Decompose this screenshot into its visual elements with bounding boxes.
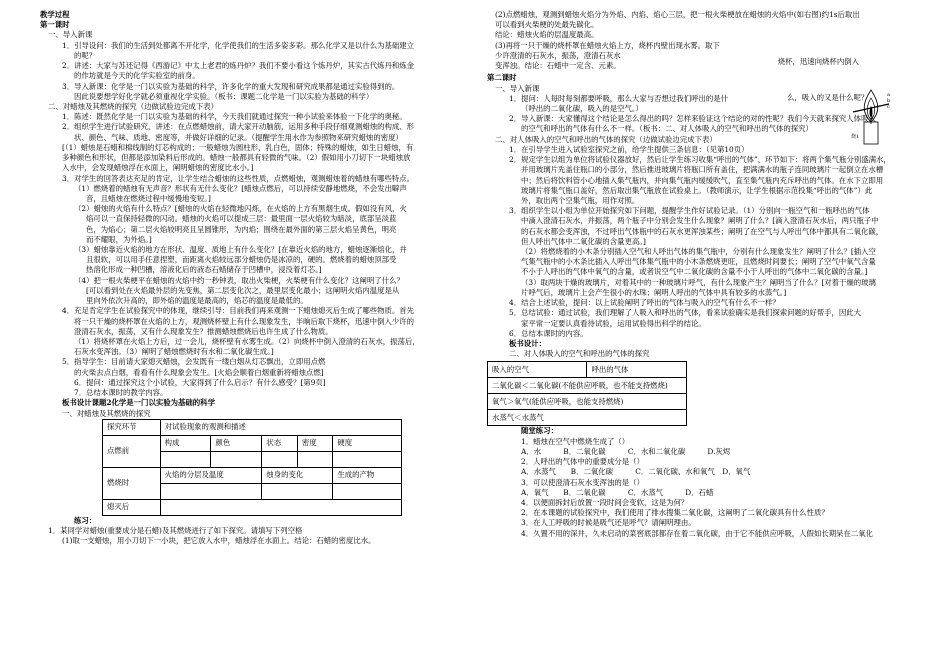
- text-line: 将一只干燥的烧杯罩在火焰的上方，观测烧杯壁上有什么现象发生，半晌后取下烧杯，迅速中倒入少许的: [74, 316, 414, 326]
- table-cell: 熄灭后: [103, 499, 161, 515]
- practice-exercises: [487, 426, 919, 538]
- text-line: 练习：: [74, 515, 97, 525]
- text-line: 变浑浊。结论：石蜡中一定含、元素。: [495, 61, 621, 71]
- text-line: 音，且蜡烛在燃烧过程中缓慢地变短。]: [86, 193, 211, 203]
- label-a: a: [887, 92, 890, 98]
- text-line: 3．对学生的回答表达充足的肯定，让学生结合蜡烛的这些性质，点燃蜡烛，观测蜡烛着的蜡烛有哪些特点。: [62, 173, 415, 183]
- figure-caption: 烧1: [851, 134, 860, 140]
- table-cell: 硬度: [333, 435, 402, 451]
- text-line: 一、导入新课: [48, 30, 93, 40]
- text-line: 6．提问：通过探究这个小试验，大家得到了什么启示？有什么感受？[第9页]: [74, 377, 326, 387]
- text-line: [（1）蜡烛是石蜡和棉线制的灯芯构成的；一般蜡烛为圆柱形，乳白色，固体；特殊的蜡烛，如生日蜡烛，有: [62, 142, 414, 152]
- text-line: 少许澄清的石灰水，振荡，澄清石灰水: [495, 50, 621, 60]
- table-cell: 状态: [262, 435, 298, 451]
- text-line: 而不耀眼，为外焰。]: [86, 234, 152, 244]
- table-cell: 呼出的气体: [587, 362, 687, 378]
- table-cell: [333, 483, 402, 499]
- text-line: 4．充足肯定学生在试验探究中的体现，继续引导：目前我们再来观测一下蜡烛熄灭后生成了哪些物质。首先: [62, 306, 415, 316]
- breath-comparison-table: [487, 361, 687, 426]
- right-main-text: [487, 73, 919, 359]
- table-cell: 吸入的空气: [488, 362, 587, 378]
- text-line: 1．某同学对蜡烛(重要成分是石蜡)及其燃烧进行了如下探究。请填写下列空格: [48, 525, 303, 535]
- text-line: （4）把一根火柴梗平在蜡烛的火焰中约一秒钟表，取出火柴梗，火柴梗有什么变化？这阐明了什么？: [74, 275, 404, 285]
- text-line: （2）蜡烛的火焰有什么特点？[蜡烛的火焰在轻微地闪烁，在火焰的上方有黑烟生成。假如没有风，火: [74, 204, 407, 214]
- text-line: 外，取出两个空集气瓶，用作对照。: [521, 195, 640, 205]
- text-line: 中滴入澄清石灰水，并振荡，两个瓶子中分别会发生什么现象？阐明了什么？[滴入澄清石灰水后，两只瓶子中: [521, 216, 879, 226]
- text-line: 的空气和呼出的气体有什么不一样。（板书：二、对人体吸入的空气和呼出的气体的探究）: [521, 124, 813, 134]
- text-line: 4．以便面拆封后放置一段时间会变软，这是为何？: [521, 497, 689, 507]
- table-cell: 燃烧时: [103, 467, 161, 499]
- text-line: 板书设计：: [509, 339, 546, 348]
- text-line: (2)点燃蜡烛，观测到蜡烛火焰分为外焰、内焰、焰心三层，把一根火柴梗放在蜡烛的火焰中(如右图)约1s后取出: [495, 10, 860, 19]
- candle-observation-table: [102, 419, 402, 516]
- table-cell: 火焰的分层及温度: [160, 467, 262, 483]
- text-line: 2．人呼出的气体中的重要成分是（）: [521, 457, 644, 467]
- text-line: 教学过程: [40, 10, 70, 19]
- text-line: 因此说要想学好化学就必须重视化学实验。（板书：课题二化学是一门以实验为基础的科学）: [74, 91, 374, 101]
- figure-side-text: 烧杯，迅速向烧杯内倒入: [777, 57, 859, 66]
- table-cell: [297, 451, 333, 467]
- right-main-wrap: [487, 73, 919, 359]
- text-line: 且很软，可以用手任意捏塑，而距离火焰较远部分蜡烛仍是冰凉的，硬的。燃烧着的蜡烛顶部受: [86, 255, 397, 265]
- text-line: 不小于人呼出的气体中氧气的含量，或者说空气中二氧化碳的含量不小于人呼出的气体中二氧化碳的含量。]: [521, 267, 868, 277]
- text-line: 并用玻璃片先盖住瓶口的小部分，然后推进玻璃片将瓶口所有盖住，把满满水的瓶子连同玻璃片一起倒立在水槽: [521, 165, 884, 175]
- text-line: 气集气瓶中的小木条比插入人呼出气体集气瓶中的小木条燃烧更旺，且燃烧时间要长；阐明了空气中氧气含量: [521, 257, 876, 267]
- table-cell: [160, 483, 262, 499]
- table-cell: [333, 451, 402, 467]
- text-line: 1．引导设问：我们的生活到处都离不开化学，化学使我们的生活多姿多彩。那么化学又是以什么为基础建立: [62, 40, 415, 50]
- text-line: （2）将燃烧着的小木条分别插入空气和人呼出气体的集气瓶中，分别有什么现象发生？阐明了什么？[插入空: [521, 247, 876, 257]
- text-line: 石灰水变浑浊。（3）阐明了蜡烛燃烧时有水和二氧化碳生成。]: [74, 347, 274, 357]
- text-line: 3．可以使澄清石灰水变浑浊的是（）: [521, 477, 644, 487]
- label-c: c: [887, 104, 890, 110]
- table-cell: 氧气＞氧气(能供应呼吸，也能支持燃烧): [488, 394, 687, 410]
- text-line: 状、颜色、气味、质地、密度等，并做好详细的记录。（提醒学生用水作为参照物来研究蜡烛的密度）: [74, 132, 403, 142]
- text-line: 板书设计课题2化学是一门以实验为基础的科学: [62, 398, 215, 408]
- text-line: 6．总结本课时的内容。: [509, 328, 588, 338]
- table-cell: 颜色: [211, 435, 262, 451]
- text-line: 的石灰水都会变浑浊，不过呼出气体瓶中的石灰水更浑浊某些；阐明了在空气与人呼出气体中都具有二氧化碳，: [521, 226, 884, 236]
- text-line: （1）将烧杯罩在火焰上方后，过一会儿，烧杯壁有水雾生成。（2）向烧杯中倒入澄清的石灰水，振荡后，: [74, 337, 420, 346]
- right-column: [487, 10, 919, 539]
- left-column: [40, 10, 475, 546]
- text-line: 3．组织学生以小组为单位开始探究如下问题，提醒学生作好试验记录。（1）分别向一瓶空气和一瓶呼出的气体: [509, 206, 870, 216]
- text-line: （1）燃烧着的蜡烛有无声音？形状有无什么变化？[蜡烛点燃后，可以持续安静地燃烧，不会发出噼声: [74, 183, 407, 193]
- text-line: 的火柴去点白烟，看看有什么现象会发生。[火焰会顺着白烟重新将蜡烛点燃]: [74, 367, 324, 377]
- text-line: 里向外依次升高的，即外焰的温度是最高的，焰芯的温度是最低的。: [86, 296, 308, 306]
- text-line: 的作坊就是今天的化学实验室的前身。: [74, 71, 200, 81]
- text-line: 可以看到火柴梗的处最先碳化。: [495, 20, 599, 30]
- left-text-block: [40, 10, 475, 419]
- table-cell: 烛身的变化: [262, 467, 333, 483]
- text-line: 片呼气后，玻璃片上会产生很小的水珠；阐明人呼出的气体中具有较多的水蒸气。]: [521, 287, 787, 297]
- text-line: 二、对蜡烛及其燃烧的探究（边做试验边完成下表）: [48, 101, 218, 111]
- text-line: 2．规定学生以组为单位将试验仪器放好，然后让学生练习收集“呼出的气体”，环节如下：将两个集气瓶分别盛满水，: [509, 155, 891, 165]
- text-line: 1．蜡烛在空气中燃烧生成了（）: [521, 436, 630, 446]
- text-line: 1．在引导学生进入试验室探究之前，给学生提供三条信息：（见第10页）: [509, 144, 749, 154]
- text-line: 4．结合上述试验，提问：以上试验阐明了呼出的气体与吸入的空气有什么不一样？: [509, 298, 780, 308]
- text-line: 入水中，会发现蜡烛浮在水面上，阐明蜡烛的密度比水小。]: [62, 163, 254, 173]
- text-line: A．水 B．二氧化碳 C．水和二氧化碳 D.灰烬: [521, 446, 731, 456]
- text-line: [可以看到处在火焰最外层的先变焦，第二层变化次之，最里层变化最小；这阐明火焰内温度是从: [86, 285, 400, 295]
- text-line: 第一课时: [40, 20, 70, 30]
- text-line: 5．指导学生：目前请大家熄灭蜡烛，会发既有一缕白烟从灯芯飘出，立即用点燃: [62, 357, 326, 367]
- table-cell: 密度: [297, 435, 333, 451]
- text-line: 3．导入新课：化学是一门以实验为基础的科学，许多化学的重大发现和研究成果都是通过实验得到的。: [62, 81, 400, 91]
- text-line: （3）取两块干燥的玻璃片，对着其中的一种玻璃片呼气，有什么现象产生？阐明当了什么？[对着干燥的玻璃: [521, 277, 876, 287]
- text-line: 的呢？: [74, 50, 97, 60]
- text-line: 3．在人工呼吸的时候是吸气还是呼气？请阐明理由。: [521, 518, 696, 528]
- text-line: 多种颜色和形状，但都是添加染料后形成的。蜡烛一般都具有轻微的气味。（2）假如用小刀切下一块蜡烛放: [62, 153, 411, 163]
- text-line: 结论：蜡烛火焰的层温度最高。: [495, 30, 599, 40]
- text-line: 5．总结试验：通过试验，我们理解了人吸入和呼出的气体，看来试验确实是我们探索问题的好帮手，因此大: [509, 308, 862, 318]
- text-line: (3)再将一只干燥的烧杯罩在蜡烛火焰上方，烧杯内壁出现水雾。取下: [495, 40, 720, 50]
- exercise-block: [40, 516, 475, 547]
- text-line: 2．导入新课：大家懂得这个结论是怎么得出的吗？怎样来验证这个结论的对的性呢？我们今天就来探究人体吸入: [509, 114, 876, 124]
- table-cell: [160, 451, 211, 467]
- table-cell: [262, 451, 298, 467]
- text-line: 玻璃片将集气瓶口盖好，然后取出集气瓶放在试验桌上。（教师演示，让学生根据示范投集“呼出的气体”）此: [521, 185, 873, 195]
- text-line: (1)取一支蜡烛，用小刀切下一小块，把它放入水中，蜡烛浮在水面上。结论：石蜡的密度比水。: [62, 536, 376, 546]
- text-line: 2．组织学生进行试验研究，讲述：在点燃蜡烛前，请大家开动脑筋，运用多种手段仔细观测蜡烛的构成、形: [62, 122, 415, 132]
- text-line: 焰可以一直保持轻微的闪动。蜡烛的火焰可以提成三层：最里面一层火焰较为暗淡，底部呈淡蓝: [86, 214, 397, 224]
- text-line: 2．在本课题的试验探究中，我们使用了排水搜集二氧化碳，这阐明了二氧化碳具有什么性质？: [521, 508, 829, 518]
- text-line: （3）蜡烛靠近火焰的地方在形状、温度、质地上有什么变化？[在靠近火焰的地方，蜡烛逐渐熔化，并: [74, 245, 407, 255]
- table-cell: 点燃前: [103, 435, 161, 467]
- text-line: 中；然后将饮料管小心地插入集气瓶内，并向集气瓶内缓缓吹气，直至集气瓶内充斥呼出的气体。在水下立即用: [521, 175, 884, 185]
- text-line: 4．久置不用的深井，久未启动的菜窖底部都存在着二氧化碳，由于它不能供应呼吸，人假如长期呆在二氧化: [521, 528, 874, 538]
- text-line: 2．讲述：大家与苏还记得《西游记》中太上老君的炼丹炉？我们不要小看这个炼丹炉，其实古代炼丹和炼金: [62, 61, 415, 71]
- text-line: A．氧气 B．二氧化碳 C．水蒸气 D．石蜡: [521, 487, 714, 497]
- text-line: 二、对人体吸入的空气和呼出的气体的探究: [509, 349, 650, 359]
- table-cell: [262, 483, 333, 499]
- text-line: 但人呼出气体中二氧化碳的含量更高。]: [521, 236, 646, 246]
- text-line: 澄清石灰水，振荡，又有什么现象发生？推测蜡烛燃烧后也许生成了什么物质。: [74, 326, 333, 336]
- right-fragment-text: 么，吸入的又是什么呢？: [787, 93, 869, 103]
- table-cell: 对试验现象的观测和描述: [160, 419, 401, 435]
- table-cell: 生成的产物: [333, 467, 402, 483]
- text-line: 家平常一定要认真看待试验，运用试验得出科学的结论。: [521, 318, 706, 328]
- text-line: （呼出的二氧化碳，吸入的是空气。）: [521, 103, 643, 113]
- table-cell: 二氧化碳＜二氧化碳(不能供应呼吸，也不能支持燃烧): [488, 378, 687, 394]
- table-cell: [211, 451, 262, 467]
- label-b: b: [887, 98, 891, 104]
- text-line: 二、对人体吸入的空气和呼出的气体的探究（边做试验边完成下表）: [495, 134, 717, 144]
- text-line: 热溶化形成一种凹槽，溶液化后的液态石蜡储存于凹槽中，浸没着灯芯。]: [86, 265, 322, 275]
- text-line: 1．提问：人每时每刻都要呼吸，那么大家与否想过我们呼出的是什: [509, 93, 729, 103]
- text-line: 第二课时: [487, 73, 517, 83]
- text-line: 1．陈述：既然化学是一门以实验为基础的科学，今天我们就通过探究一种小试验来体验一下化学的奥秘。: [62, 112, 407, 122]
- text-line: 一、导入新课: [495, 83, 540, 93]
- table-cell: 水蒸气＜水蒸气: [488, 410, 687, 426]
- text-line: 一、对蜡烛及其燃烧的探究: [62, 408, 151, 418]
- table-cell: 构成: [160, 435, 211, 451]
- text-line: 7．总结本课时的教学内容。: [74, 388, 168, 398]
- table-cell: 探究环节: [103, 419, 161, 435]
- table-cell: [160, 499, 401, 515]
- text-line: 随堂练习：: [521, 426, 558, 436]
- text-line: A．水蒸气 B．二氧化碳 C．二氧化碳、水和氧气 D．氧气: [521, 467, 751, 477]
- text-line: 色，为焰心；第二层火焰较明亮且呈圆锥形，为内焰；围绕在最外面的第三层火焰呈黄色，明亮: [86, 224, 397, 234]
